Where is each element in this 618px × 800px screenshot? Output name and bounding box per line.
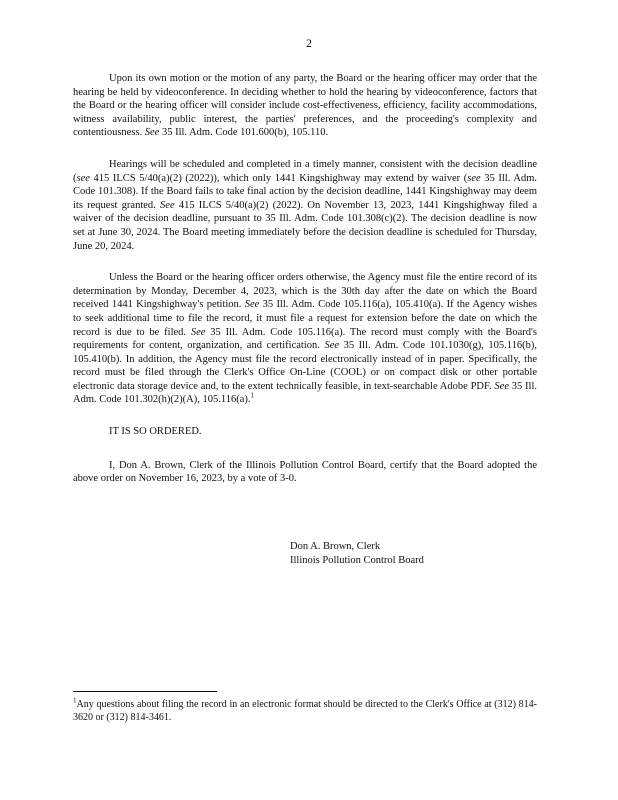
paragraph-text: 35 Ill. Adm. Code 101.302(h)(2)(A), 105.116(a).	[73, 380, 537, 406]
paragraph-text: 35 Ill. Adm. Code 105.116(a), 105.410(a). If the Agency wishes to seek additional time to file the record, it must file a request for extension before the date on which the record is due to be filed.	[73, 299, 537, 338]
paragraph-text: Hearings will be scheduled and completed in a timely manner, consistent with the decision deadline (	[73, 158, 537, 184]
paragraph-text: 35 Ill. Adm. Code 101.308). If the Board fails to take final action by the decision deadline, 1441 Kingshighway may deem its request granted.	[73, 172, 537, 211]
citation-signal: see	[467, 172, 481, 184]
hearing-schedule-paragraph	[73, 158, 537, 253]
record-filing-paragraph	[73, 271, 537, 407]
citation-signal: See	[144, 127, 160, 139]
paragraph-text: 415 ILCS 5/40(a)(2) (2022). On November 13, 2023, 1441 Kingshighway filed a waiver of the decision deadline, pursuant to 35 Ill. Adm. Code 101.308(c)(2). The decision deadline is now set at June 30, 2024. The Board meeting immediately before the decision deadline is scheduled for Thursday, June 20, 2024.	[73, 199, 538, 252]
footnote-divider	[73, 691, 217, 692]
order-body	[73, 72, 537, 486]
page-number: 2	[306, 36, 312, 50]
footnote	[73, 698, 537, 724]
paragraph-text: Upon its own motion or the motion of any party, the Board or the hearing officer may order that the hearing be held by videoconference. In deciding whether to hold the hearing by videoconference, factors that the Board or the hearing officer will consider include cost-effectiveness, efficiency, facility accommodations, witness availability, public interest, the parties' preferences, and the proceeding's complexity and contentiousness.	[73, 73, 537, 139]
paragraph-text: 35 Ill. Adm. Code 105.116(a). The record must comply with the Board's requirements for content, organization, and certification.	[73, 326, 537, 352]
footnote-text: Any questions about filing the record in an electronic format should be directed to the Clerk's Office at (312) 814-3620 or (312) 814-3461.	[73, 699, 537, 723]
citation-signal: See	[160, 199, 175, 211]
citation-signal: See	[494, 380, 509, 392]
signature-block	[290, 540, 424, 567]
clerk-certification: I, Don A. Brown, Clerk of the Illinois Pollution Control Board, certify that the Board adopted the above order on November 16, 2023, by a vote of 3-0.	[73, 459, 537, 485]
paragraph-text: 415 ILCS 5/40(a)(2) (2022)), which only 1441 Kingshighway may extend by waiver (	[89, 172, 468, 184]
footnote-marker: 1	[73, 696, 77, 705]
videoconference-paragraph	[73, 72, 537, 140]
citation-signal: See	[244, 299, 260, 311]
paragraph-text: Unless the Board or the hearing officer orders otherwise, the Agency must file the entire record of its determination by Monday, December 4, 2023, which is the 30th day after the date on which the Board received 1441 Kingshighway's petition.	[73, 272, 537, 311]
clerk-name: Don A. Brown, Clerk	[290, 541, 381, 552]
paragraph-text: 35 Ill. Adm. Code 101.1030(g), 105.116(b), 105.410(b). In addition, the Agency must file the record electronically instead of in paper. Specifically, the record must be filed through the Clerk's Office On-Line (COOL) or on compact disk or other portable electronic data storage device and, to the extent technically feasible, in text-searchable Adobe PDF.	[73, 340, 537, 392]
footnote-reference: 1	[250, 391, 254, 400]
paragraph-text: 35 Ill. Adm. Code 101.600(b), 105.110.	[159, 127, 329, 139]
board-name: Illinois Pollution Control Board	[290, 554, 424, 566]
citation-signal: see	[76, 172, 90, 184]
citation-signal: See	[190, 326, 206, 338]
citation-signal: See	[324, 340, 340, 352]
so-ordered-line: IT IS SO ORDERED.	[109, 426, 202, 438]
